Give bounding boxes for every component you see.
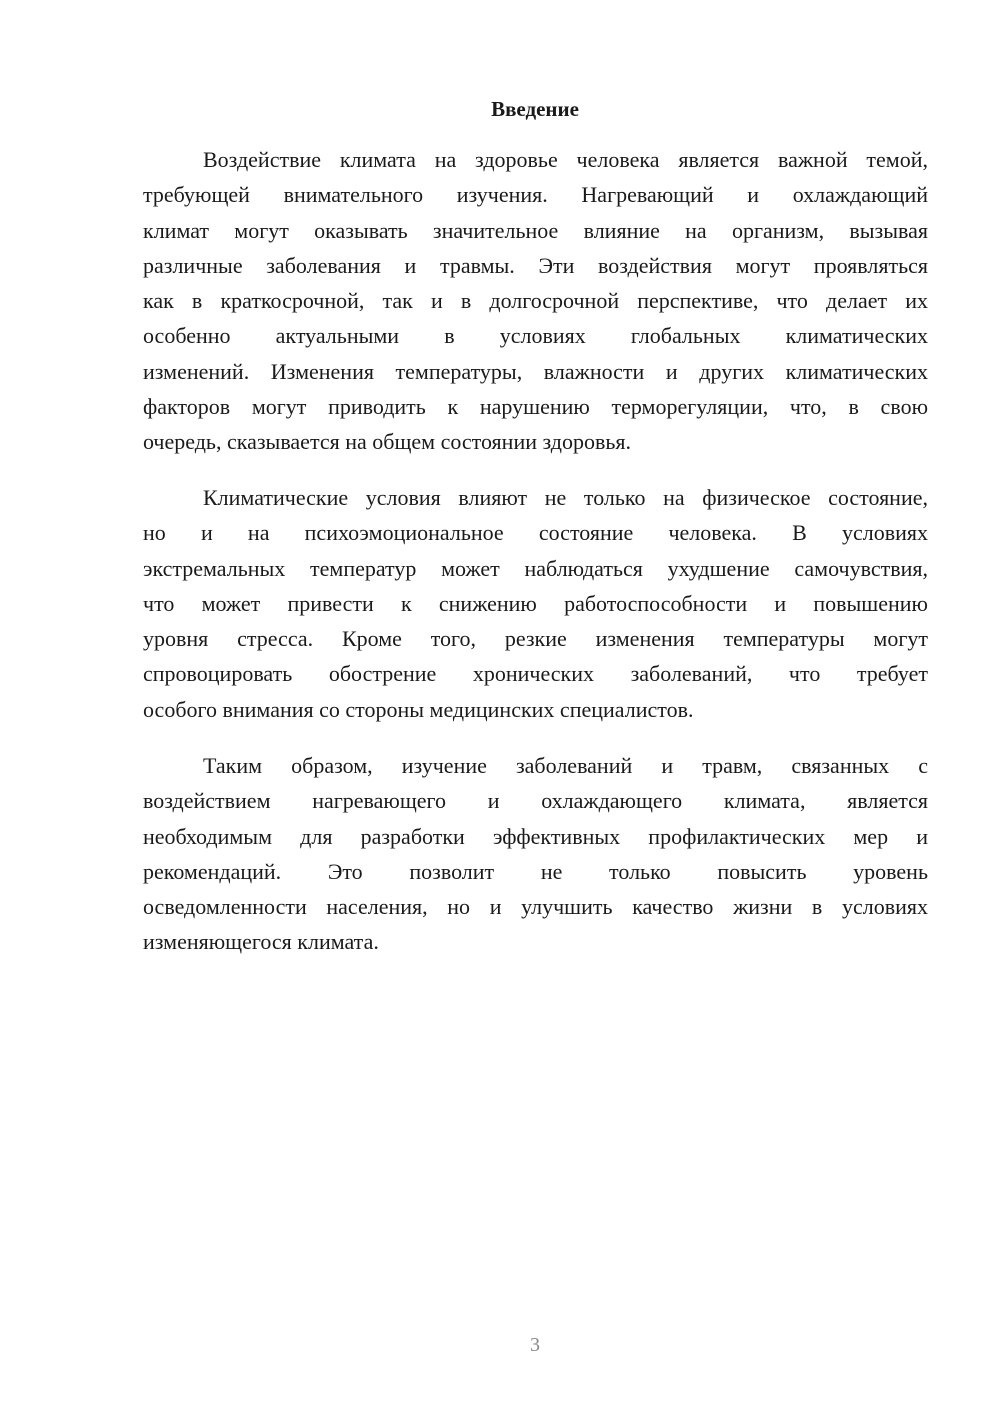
text-line: Воздействие климата на здоровье человека является важной темой, — [203, 147, 928, 172]
text-line: требующей внимательного изучения. Нагревающий и охлаждающий — [143, 182, 928, 208]
text-line: экстремальных температур может наблюдаться ухудшение самочувствия, — [143, 555, 928, 581]
section-title: Введение — [491, 97, 579, 121]
paragraph-3 — [143, 748, 928, 960]
paragraph-1 — [143, 142, 928, 460]
text-line: изменений. Изменения температуры, влажности и других климатических — [143, 358, 928, 384]
text-line: необходимым для разработки эффективных профилактических мер и — [143, 823, 928, 849]
text-line: но и на психоэмоциональное состояние человека. В условиях — [143, 520, 928, 546]
text-line: особого внимания со стороны медицинских специалистов. — [143, 696, 694, 722]
text-line: что может привести к снижению работоспособности и повышению — [143, 590, 928, 616]
text-line: климат могут оказывать значительное влияние на организм, вызывая — [143, 217, 928, 243]
text-line: факторов могут приводить к нарушению терморегуляции, что, в свою — [143, 394, 928, 420]
text-line: воздействием нагревающего и охлаждающего климата, является — [143, 788, 928, 814]
text-line: рекомендаций. Это позволит не только повысить уровень — [143, 858, 928, 884]
text-line: спровоцировать обострение хронических заболеваний, что требует — [143, 661, 928, 687]
paragraph-2 — [143, 480, 928, 727]
text-line: очередь, сказывается на общем состоянии здоровья. — [143, 429, 632, 455]
page-number: 3 — [530, 1334, 540, 1356]
text-line: уровня стресса. Кроме того, резкие изменения температуры могут — [143, 626, 928, 652]
text-line: различные заболевания и травмы. Эти воздействия могут проявляться — [143, 252, 928, 278]
text-line: как в краткосрочной, так и в долгосрочной перспективе, что делает их — [143, 288, 928, 314]
text-line: Климатические условия влияют не только на физическое состояние, — [203, 485, 928, 510]
text-line: осведомленности населения, но и улучшить качество жизни в условиях — [143, 894, 928, 920]
text-line: изменяющегося климата. — [143, 929, 379, 955]
text-line: особенно актуальными в условиях глобальных климатических — [143, 323, 928, 349]
text-line: Таким образом, изучение заболеваний и травм, связанных с — [203, 753, 928, 778]
